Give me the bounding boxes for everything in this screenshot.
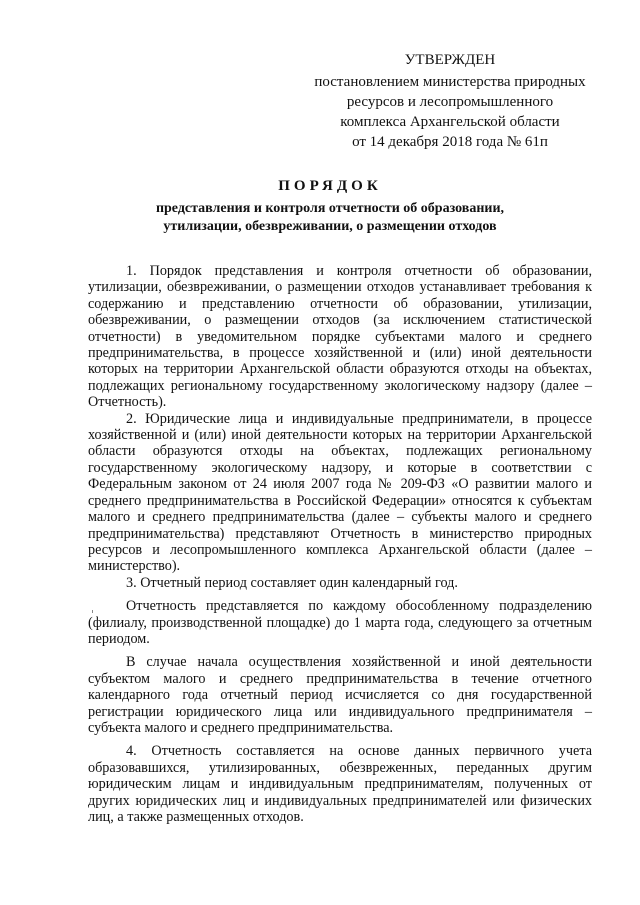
approval-line: комплекса Архангельской области [340,114,560,130]
document-body [88,263,592,825]
paragraph-4: 4. Отчетность составляется на основе данных первичного учета образовавшихся, утилизированных, обезвреженных, переданных другим юридическим лицам и индивидуальным предпринимателям, полученных от других юридических лиц и индивидуальных предпринимателей или физических лиц, а также размещенных отходов. [88,743,592,825]
document-title [60,176,600,236]
paragraph-2: 2. Юридические лица и индивидуальные предприниматели, в процессе хозяйственной и (или) иной деятельности которых на территории Архангельской области образуются отходы на объектах, подлежащих региональному государственному экологическому надзору, и которые в соответствии с Федеральным законом от 24 июля 2007 года № 209-ФЗ «О развитии малого и среднего предпринимательства в Российской Федерации» относятся к субъектам малого и среднего предпринимательства (далее – субъекты малого и среднего предпринимательства) представляют Отчетность в министерство природных ресурсов и лесопромышленного комплекса Архангельской области (далее – министерство). [88,410,592,575]
approval-date-line: от 14 декабря 2018 года № 61п [352,134,548,150]
title-subline: представления и контроля отчетности об образовании, [155,201,505,216]
approval-block [300,50,600,152]
title-word: ПОРЯДОК [278,178,382,194]
scan-mark [92,610,93,613]
paragraph-1: 1. Порядок представления и контроля отчетности об образовании, утилизации, обезвреживании, о размещении отходов устанавливает требования к содержанию и представлению отчетности об образовании, утилизации, обезвреживании, о размещении отходов (за исключением статистической отчетности) в уведомительном порядке субъектами малого и среднего предпринимательства, в процессе хозяйственной и (или) иной деятельности которых на территории Архангельской области образуются отходы на объектах, подлежащих региональному государственному экологическому надзору (далее – Отчетность). [88,263,592,411]
paragraph-3-start: В случае начала осуществления хозяйственной и иной деятельности субъектом малого и среднего предпринимательства в течение отчетного календарного года отчетный период исчисляется со дня государственной регистрации юридического лица или индивидуального предпринимателя – субъекта малого и среднего предпринимательства. [88,654,592,736]
approval-heading: УТВЕРЖДЕН [404,52,496,68]
approval-line: ресурсов и лесопромышленного [346,94,554,110]
paragraph-3-reporting: Отчетность представляется по каждому обособленному подразделению (филиалу, производственной площадке) до 1 марта года, следующего за отчетным периодом. [88,598,592,647]
approval-line: постановлением министерства природных [314,74,586,90]
title-subline: утилизации, обезвреживании, о размещении отходов [163,219,497,234]
paragraph-3: 3. Отчетный период составляет один календарный год. [126,574,458,591]
